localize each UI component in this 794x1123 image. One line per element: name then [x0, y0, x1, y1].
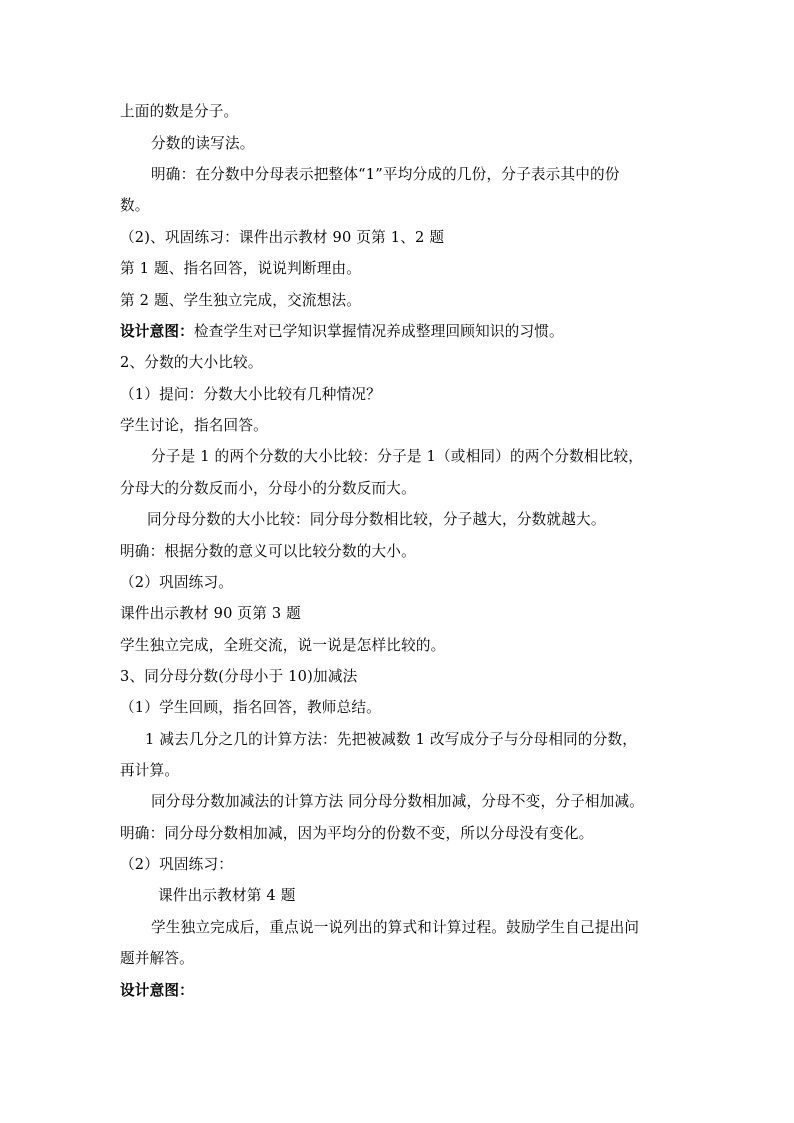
text-line: （2)、巩固练习：课件出示教材 90 页第 1、2 题: [120, 229, 445, 246]
design-intent-line: [120, 322, 564, 342]
text-line: 第 1 题、指名回答，说说判断理由。: [120, 260, 362, 277]
text-line: 课件出示教材 90 页第 3 题: [120, 605, 301, 622]
text-line: 明确：根据分数的意义可以比较分数的大小。: [120, 543, 416, 560]
text-line: 明确：在分数中分母表示把整体“1”平均分成的几份，分子表示其中的份: [151, 166, 620, 183]
text-line: 分子是 1 的两个分数的大小比较：分子是 1（或相同）的两个分数相比较，: [151, 448, 644, 465]
text-line: 课件出示教材第 4 题: [158, 887, 296, 904]
text-line: 同分母分数的大小比较：同分母分数相比较，分子越大，分数就越大。: [147, 511, 606, 528]
text-line: 分数的读写法。: [151, 135, 255, 152]
section-heading: 3、同分母分数(分母小于 10)加减法: [120, 668, 358, 685]
text-line: 题并解答。: [120, 950, 194, 967]
design-intent-text: 检查学生对已学知识掌握情况养成整理回顾知识的习惯。: [193, 323, 564, 340]
text-line: 数。: [120, 197, 150, 214]
text-line: （2）巩固练习。: [120, 574, 234, 591]
text-line: 明确：同分母分数相加减，因为平均分的份数不变，所以分母没有变化。: [120, 825, 594, 842]
design-intent-label: 设计意图：: [120, 323, 194, 340]
text-line: （2）巩固练习：: [120, 856, 234, 873]
text-line: 分母大的分数反而小，分母小的分数反而大。: [120, 480, 416, 497]
text-line: 第 2 题、学生独立完成，交流想法。: [120, 292, 362, 309]
text-line: 学生独立完成后，重点说一说列出的算式和计算过程。鼓励学生自己提出问: [151, 919, 640, 936]
design-intent-label: 设计意图：: [120, 982, 194, 999]
section-heading: 2、分数的大小比较。: [120, 354, 263, 371]
text-line: 再计算。: [120, 762, 180, 779]
text-line: （1）学生回顾，指名回答，教师总结。: [120, 699, 381, 716]
text-line: 1 减去几分之几的计算方法：先把被减数 1 改写成分子与分母相同的分数，: [145, 731, 638, 748]
text-line: 学生独立完成，全班交流，说一说是怎样比较的。: [120, 637, 446, 654]
text-line: （1）提问：分数大小比较有几种情况？: [120, 386, 381, 403]
text-line: 上面的数是分子。: [120, 103, 239, 120]
text-line: 同分母分数加减法的计算方法 同分母分数相加减，分母不变，分子相加减。: [151, 793, 645, 810]
text-line: 学生讨论，指名回答。: [120, 417, 268, 434]
